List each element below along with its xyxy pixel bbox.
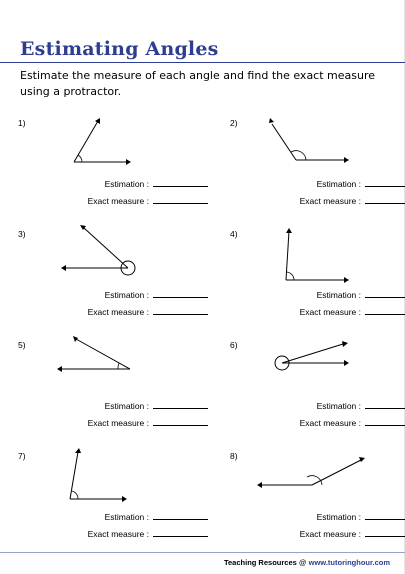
angle-figure [18,451,208,511]
angle-arc [72,491,78,499]
estimation-row [105,290,208,300]
problem-4 [230,229,405,339]
arrowhead [344,360,349,366]
estimation-row [105,512,208,522]
estimation-answer-line[interactable] [365,407,405,409]
estimation-label: Estimation : [316,512,361,522]
estimation-label: Estimation : [316,401,361,411]
exact-answer-line[interactable] [365,202,405,204]
angle-figure [18,118,208,178]
footer-separator: @ [298,558,307,567]
estimation-answer-line[interactable] [153,407,208,409]
exact-label: Exact measure : [299,529,361,539]
exact-row [300,418,405,428]
exact-label: Exact measure : [87,529,149,539]
estimation-answer-line[interactable] [365,296,405,298]
footer-url[interactable]: www.tutoringhour.com [308,558,390,567]
exact-label: Exact measure : [87,196,149,206]
estimation-label: Estimation : [316,179,361,189]
exact-answer-line[interactable] [153,424,208,426]
exact-row [300,307,405,317]
angle-figure [230,340,405,400]
problem-number: 7) [18,451,26,461]
problem-7 [18,451,208,561]
exact-answer-line[interactable] [153,202,208,204]
angle-arc [78,155,82,162]
problem-1 [18,118,208,228]
exact-label: Exact measure : [299,196,361,206]
exact-row [88,529,208,539]
estimation-row [317,401,405,411]
arrowhead [122,496,127,502]
problem-8 [230,451,405,561]
arrowhead [344,157,349,163]
page-title: Estimating Angles [20,38,219,60]
exact-label: Exact measure : [299,307,361,317]
exact-answer-line[interactable] [365,424,405,426]
exact-row [300,196,405,206]
problem-number: 5) [18,340,26,350]
angle-ray [84,228,128,268]
title-divider [0,62,405,63]
arrowhead [57,366,62,372]
exact-row [88,418,208,428]
arrowhead [126,159,131,165]
estimation-row [317,179,405,189]
problem-number: 8) [230,451,238,461]
estimation-answer-line[interactable] [365,518,405,520]
footer-brand: Teaching Resources [223,558,297,567]
arrowhead [61,265,66,271]
estimation-row [317,290,405,300]
problem-number: 1) [18,118,26,128]
arrowhead [359,457,365,462]
angle-figure [18,340,208,400]
exact-answer-line[interactable] [365,535,405,537]
footer-divider [0,552,405,553]
exact-row [300,529,405,539]
problem-5 [18,340,208,450]
exact-label: Exact measure : [87,418,149,428]
estimation-answer-line[interactable] [365,185,405,187]
angle-ray [76,339,130,369]
arrowhead [342,341,348,347]
arrowhead [269,118,274,123]
problem-number: 6) [230,340,238,350]
arrowhead [286,228,292,233]
estimation-answer-line[interactable] [153,518,208,520]
arrowhead [344,277,349,283]
angle-ray [272,124,296,160]
exact-row [88,196,208,206]
estimation-row [317,512,405,522]
angle-arc [118,363,119,369]
estimation-label: Estimation : [104,512,149,522]
exact-row [88,307,208,317]
angle-arc [286,272,294,280]
estimation-label: Estimation : [104,401,149,411]
estimation-answer-line[interactable] [153,185,208,187]
exact-label: Exact measure : [299,418,361,428]
estimation-row [105,179,208,189]
exact-answer-line[interactable] [365,313,405,315]
angle-ray [312,460,361,485]
estimation-answer-line[interactable] [153,296,208,298]
exact-label: Exact measure : [87,307,149,317]
angle-figure [230,451,405,511]
problem-3 [18,229,208,339]
exact-answer-line[interactable] [153,313,208,315]
estimation-label: Estimation : [104,179,149,189]
problem-2 [230,118,405,228]
problem-6 [230,340,405,450]
problem-number: 4) [230,229,238,239]
angle-ray [282,344,343,363]
estimation-label: Estimation : [104,290,149,300]
estimation-row [105,401,208,411]
problem-number: 2) [230,118,238,128]
exact-answer-line[interactable] [153,535,208,537]
estimation-label: Estimation : [316,290,361,300]
arrowhead [95,118,100,124]
instructions-text: Estimate the measure of each angle and find the exact measure using a protractor. [20,69,376,98]
angle-figure [230,118,405,178]
footer [224,558,390,567]
arrowhead [257,482,262,488]
angle-ray [74,121,98,162]
angle-figure [230,229,405,289]
angle-figure [18,229,208,289]
problem-number: 3) [18,229,26,239]
